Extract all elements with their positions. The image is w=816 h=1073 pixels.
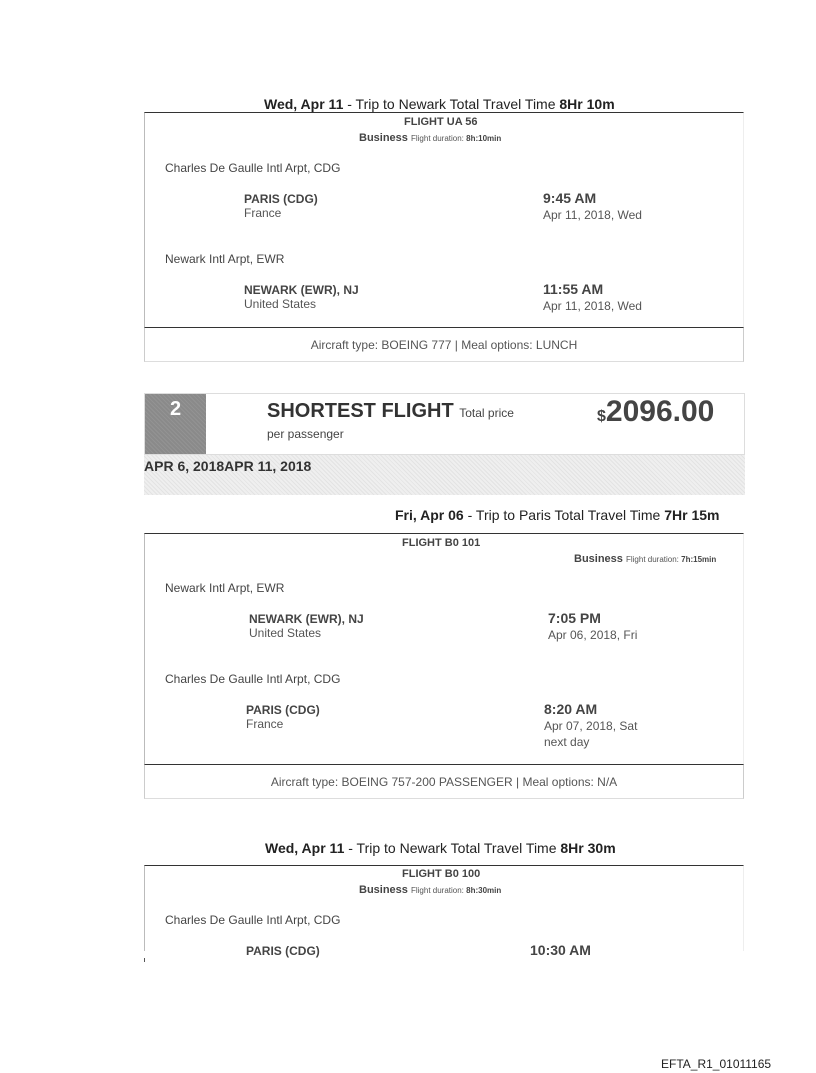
leg3-cabin xyxy=(359,884,501,896)
price-amount: 2096.00 xyxy=(605,395,715,428)
leg2-arr-date: Apr 07, 2018, Sat xyxy=(544,719,638,733)
leg2-arr-airport: Charles De Gaulle Intl Arpt, CDG xyxy=(165,672,341,686)
leg3-trip-text: - Trip to Newark Total Travel Time xyxy=(344,840,561,856)
leg1-footer: Aircraft type: BOEING 777 | Meal options: LUNCH xyxy=(144,327,744,362)
leg2-arr-time: 8:20 AM xyxy=(544,701,598,717)
price-currency: $ xyxy=(597,408,606,425)
leg1-arr-time: 11:55 AM xyxy=(543,281,604,297)
leg2-dep-country: United States xyxy=(249,626,322,640)
leg2-dep-time: 7:05 PM xyxy=(548,610,601,626)
leg2-dep-city: NEWARK (EWR), NJ xyxy=(249,612,364,626)
option-title-text: SHORTEST FLIGHT xyxy=(267,400,454,422)
leg2-arr-note: next day xyxy=(544,735,590,749)
leg1-day: Wed, Apr 11 xyxy=(264,96,344,112)
leg2-dep-airport: Newark Intl Arpt, EWR xyxy=(165,581,285,595)
leg2-dep-date: Apr 06, 2018, Fri xyxy=(548,628,638,642)
leg3-header xyxy=(265,840,616,856)
leg1-duration: 8h:10min xyxy=(466,134,502,143)
leg1-cabin xyxy=(359,132,501,144)
leg1-arr-airport: Newark Intl Arpt, EWR xyxy=(165,252,285,266)
leg1-arr-date: Apr 11, 2018, Wed xyxy=(543,299,642,313)
leg1-header xyxy=(264,96,615,112)
option-2-summary[interactable] xyxy=(144,393,745,455)
leg2-cabin xyxy=(574,553,716,565)
leg1-dep-airport: Charles De Gaulle Intl Arpt, CDG xyxy=(165,161,341,175)
leg2-total-time: 7Hr 15m xyxy=(664,507,720,523)
option-title xyxy=(267,400,514,423)
leg1-duration-label: Flight duration: xyxy=(410,134,467,143)
leg3-duration-label: Flight duration: xyxy=(410,886,467,895)
leg3-dep-airport: Charles De Gaulle Intl Arpt, CDG xyxy=(165,913,341,927)
leg1-dep-city: PARIS (CDG) xyxy=(244,192,318,206)
option-price xyxy=(597,395,714,429)
leg1-total-time: 8Hr 10m xyxy=(559,96,615,112)
leg2-cabin-class: Business xyxy=(574,553,623,565)
leg2-flight-number: FLIGHT B0 101 xyxy=(402,537,481,549)
leg2-arr-country: France xyxy=(246,717,284,731)
date-range: APR 6, 2018APR 11, 2018 xyxy=(144,458,312,474)
total-price-label: Total price xyxy=(459,406,514,420)
leg2-arr-city: PARIS (CDG) xyxy=(246,703,320,717)
leg1-flight-number: FLIGHT UA 56 xyxy=(404,116,478,128)
leg2-card xyxy=(144,533,744,765)
leg3-total-time: 8Hr 30m xyxy=(560,840,616,856)
document-id: EFTA_R1_01011165 xyxy=(661,1057,772,1071)
leg3-duration: 8h:30min xyxy=(466,886,502,895)
leg3-dep-time: 10:30 AM xyxy=(530,942,591,958)
leg2-duration-label: Flight duration: xyxy=(625,555,682,564)
leg1-dep-date: Apr 11, 2018, Wed xyxy=(543,208,642,222)
per-passenger-label: per passenger xyxy=(267,427,344,441)
leg1-arr-city: NEWARK (EWR), NJ xyxy=(244,283,359,297)
option-rank-badge: 2 xyxy=(145,394,206,454)
leg3-cabin-class: Business xyxy=(359,884,408,896)
leg3-flight-number: FLIGHT B0 100 xyxy=(402,868,481,880)
leg2-day: Fri, Apr 06 xyxy=(395,507,464,523)
leg1-dep-country: France xyxy=(244,206,282,220)
leg3-day: Wed, Apr 11 xyxy=(265,840,345,856)
leg2-trip-text: - Trip to Paris Total Travel Time xyxy=(463,507,665,523)
leg1-trip-text: - Trip to Newark Total Travel Time xyxy=(343,96,560,112)
leg1-arr-country: United States xyxy=(244,297,317,311)
leg2-duration: 7h:15min xyxy=(681,555,717,564)
leg1-card xyxy=(144,112,744,328)
leg1-dep-time: 9:45 AM xyxy=(543,190,597,206)
page-cut-mark xyxy=(144,958,145,962)
leg1-cabin-class: Business xyxy=(359,132,408,144)
leg2-header xyxy=(395,507,719,523)
leg3-dep-city: PARIS (CDG) xyxy=(246,944,320,958)
leg2-footer: Aircraft type: BOEING 757-200 PASSENGER | Meal options: N/A xyxy=(144,764,744,799)
